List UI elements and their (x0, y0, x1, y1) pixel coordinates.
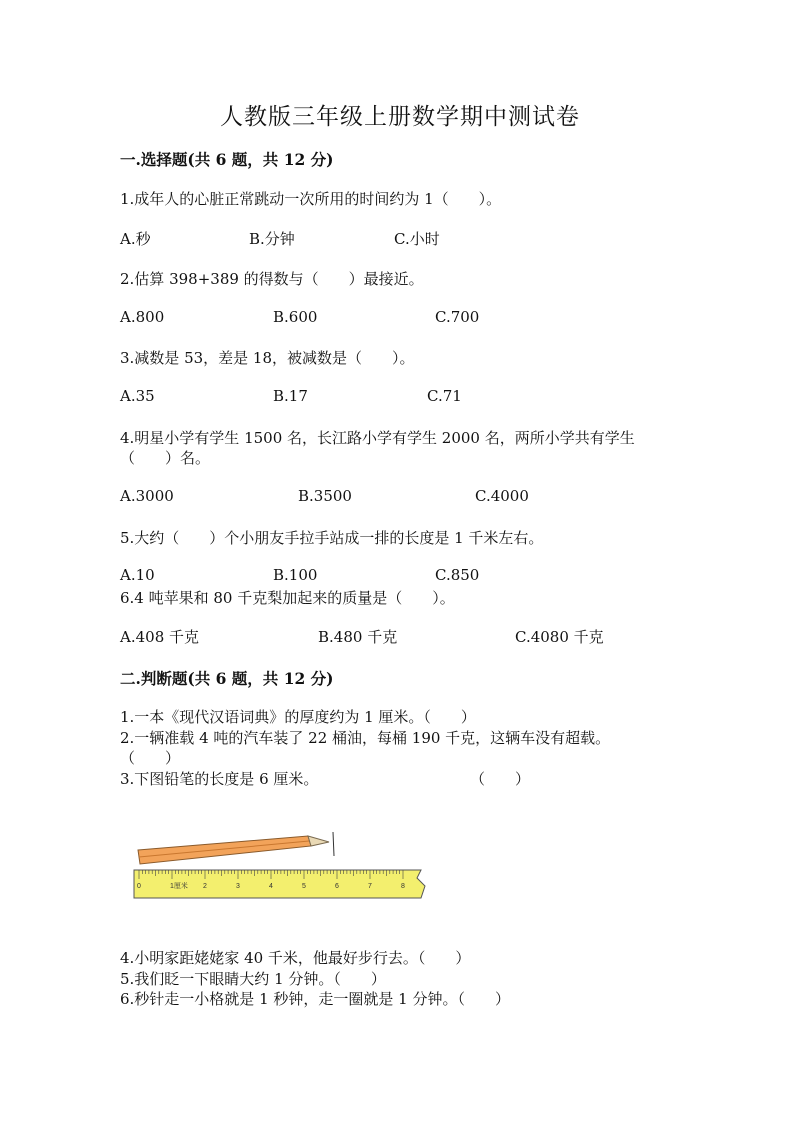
option-b: B.480 千克 (318, 628, 398, 646)
option-c: C.850 (435, 566, 480, 584)
question-text: 6.4 吨苹果和 80 千克梨加起来的质量是（ ）。 (120, 589, 455, 607)
ruler-tick-label: 1厘米 (170, 883, 188, 890)
question-text: 1.成年人的心脏正常跳动一次所用的时间约为 1（ ）。 (120, 190, 502, 208)
question-text: 3.减数是 53，差是 18，被减数是（ ）。 (120, 349, 415, 367)
option-c: C.小时 (394, 230, 440, 248)
ruler-tick-label: 4 (269, 883, 273, 890)
section-heading-choice: 一.选择题(共 6 题，共 12 分) (120, 150, 334, 169)
statement-answer-blank: （ ） (470, 770, 531, 788)
section-heading-judgment: 二.判断题(共 6 题，共 12 分) (120, 669, 334, 688)
statement: 3.下图铅笔的长度是 6 厘米。 (120, 770, 319, 788)
question-text: 5.大约（ ）个小朋友手拉手站成一排的长度是 1 千米左右。 (120, 529, 544, 547)
statement: 5.我们眨一下眼睛大约 1 分钟。（ ） (120, 970, 386, 988)
ruler-tick-label: 3 (236, 883, 240, 890)
option-b: B.17 (273, 387, 308, 405)
option-a: A.800 (120, 308, 165, 326)
ruler-tick-label: 0 (137, 883, 141, 890)
statement: 2.一辆准载 4 吨的汽车装了 22 桶油，每桶 190 千克，这辆车没有超载。 (120, 729, 611, 747)
ruler-tick-label: 5 (302, 883, 306, 890)
pencil-ruler-image (133, 830, 429, 902)
option-b: B.600 (273, 308, 318, 326)
ruler-icon (134, 870, 425, 898)
statement: 4.小明家距姥姥家 40 千米，他最好步行去。（ ） (120, 949, 471, 967)
question-text: 2.估算 398+389 的得数与（ ）最接近。 (120, 270, 424, 288)
option-c: C.4080 千克 (515, 628, 604, 646)
option-a: A.3000 (120, 487, 174, 505)
question-text: 4.明星小学有学生 1500 名，长江路小学有学生 2000 名，两所小学共有学生 (120, 429, 635, 447)
option-c: C.700 (435, 308, 480, 326)
ruler-tick-label: 2 (203, 883, 207, 890)
option-b: B.100 (273, 566, 318, 584)
option-c: C.4000 (475, 487, 529, 505)
ruler-tick-label: 8 (401, 883, 405, 890)
pencil-icon (138, 832, 334, 864)
ruler-tick-label: 6 (335, 883, 339, 890)
page-title: 人教版三年级上册数学期中测试卷 (220, 104, 580, 130)
question-text-continued: （ ）名。 (120, 449, 211, 467)
option-a: A.408 千克 (120, 628, 199, 646)
ruler-tick-label: 7 (368, 883, 372, 890)
statement: 1.一本《现代汉语词典》的厚度约为 1 厘米。（ ） (120, 708, 476, 726)
statement-answer-blank: （ ） (120, 749, 181, 767)
option-a: A.10 (120, 566, 155, 584)
option-a: A.秒 (120, 230, 151, 248)
option-b: B.分钟 (249, 230, 295, 248)
statement: 6.秒针走一小格就是 1 秒钟，走一圈就是 1 分钟。（ ） (120, 990, 510, 1008)
option-b: B.3500 (298, 487, 352, 505)
option-a: A.35 (120, 387, 155, 405)
option-c: C.71 (427, 387, 462, 405)
